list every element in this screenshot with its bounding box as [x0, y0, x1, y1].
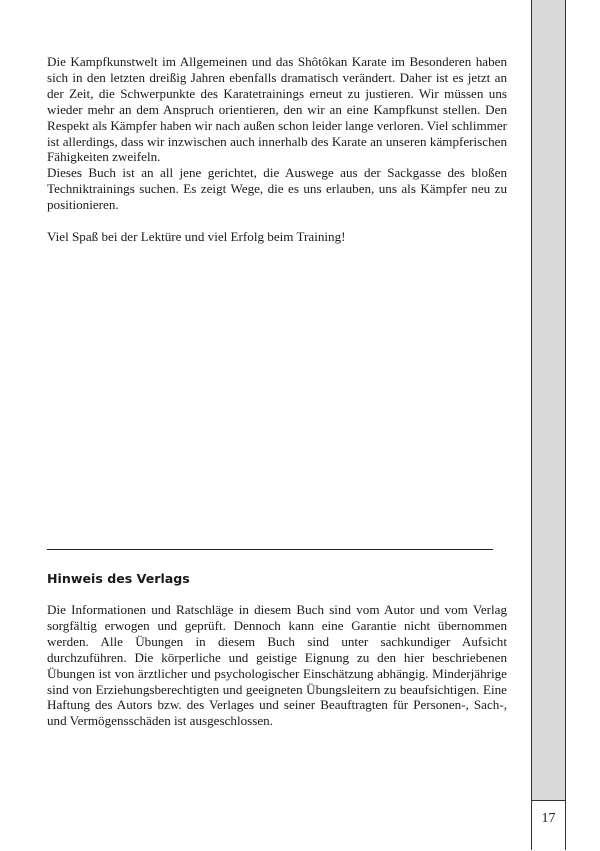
- publisher-note: [47, 571, 507, 729]
- intro-paragraph-1: Die Kampfkunstwelt im Allgemeinen und das Shôtôkan Karate im Besonderen haben sich in den letzten dreißig Jahren ebenfalls dramatisch verändert. Daher ist es jetzt an der Zeit, die Schwerpunkte des Karatetrainings erneut zu justieren. Wir müssen uns wieder mehr an dem Anspruch orientieren, den wir an eine Kampfkunst stellen. Den Respekt als Kämpfer haben wir nach außen schon leider lange verloren. Viel schlimmer ist allerdings, dass wir inzwischen auch innerhalb des Karate an unseren kämpferischen Fähigkeiten zweifeln.: [47, 54, 507, 165]
- intro-paragraph-2: Dieses Buch ist an all jene gerichtet, die Auswege aus der Sackgasse des bloßen Techniktrainings suchen. Es zeigt Wege, die es uns erlauben, uns als Kämpfer neu zu positionieren.: [47, 165, 507, 213]
- page-number-box: [532, 800, 565, 851]
- page-margin-tab: [531, 0, 566, 850]
- publisher-note-title: Hinweis des Verlags: [47, 571, 190, 586]
- intro-closing: Viel Spaß bei der Lektüre und viel Erfolg beim Training!: [47, 229, 346, 245]
- page-number: 17: [541, 811, 556, 826]
- publisher-note-body: Die Informationen und Ratschläge in diesem Buch sind vom Autor und vom Verlag sorgfältig erwogen und geprüft. Dennoch kann eine Garantie nicht übernommen werden. Alle Übungen in diesem Buch sind unter sachkundiger Aufsicht durchzuführen. Die körperliche und geistige Eignung zu den hier beschriebenen Übungen ist von ärztlicher und psychologischer Einschätzung abhängig. Minderjährige sind von Erziehungsberechtigten und geeigneten Übungsleitern zu beaufsichtigen. Eine Haftung des Autors bzw. des Verlages und seiner Beauftragten für Personen-, Sach-, und Vermögensschäden ist ausgeschlossen.: [47, 602, 507, 729]
- intro-text: [47, 54, 507, 245]
- section-divider: [47, 549, 493, 550]
